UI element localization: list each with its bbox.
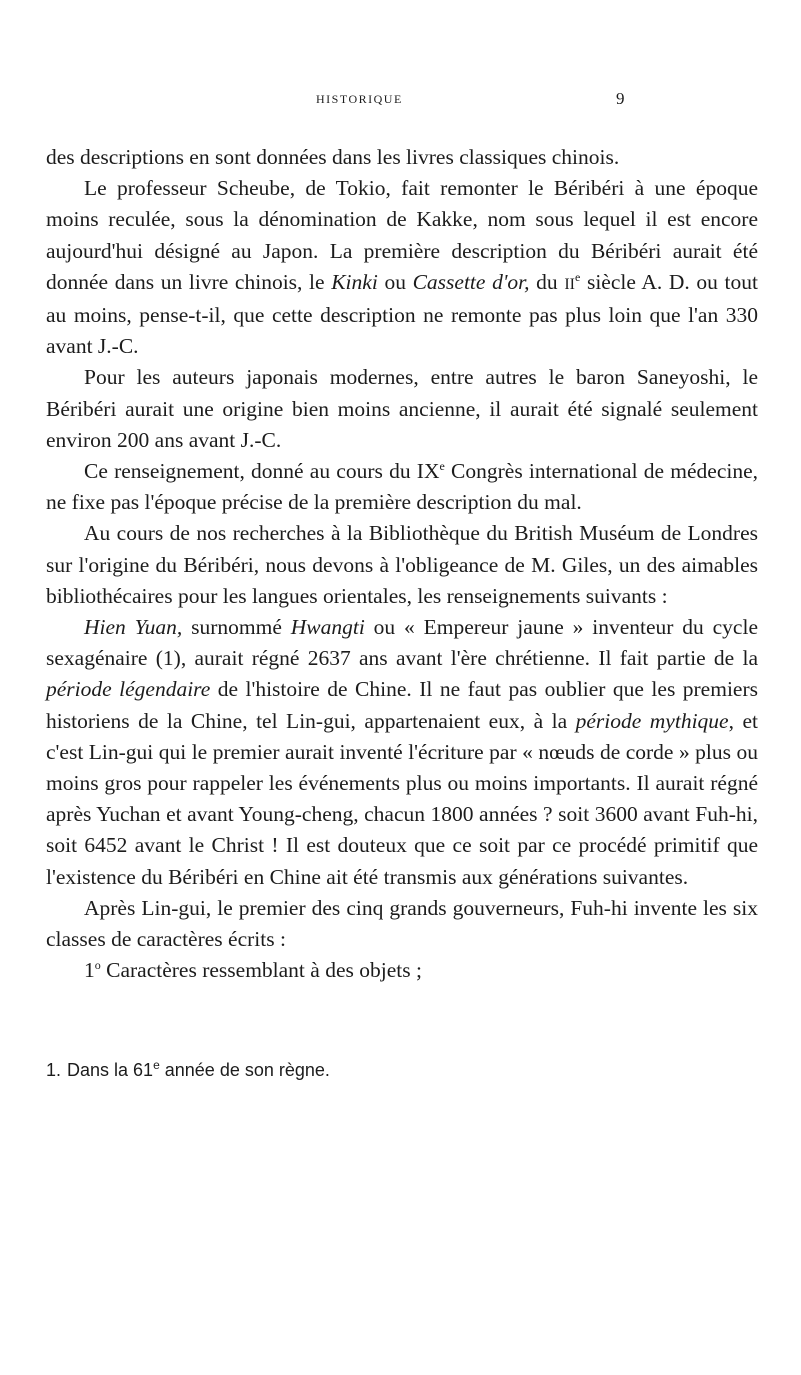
term-periode-mythique: période mythique: [575, 708, 729, 733]
paragraph-1-text: des descriptions en sont données dans les livres classiques chinois.: [46, 145, 620, 169]
footnote-text-a: Dans la 61: [67, 1060, 154, 1080]
paragraph-4-text-b: Congrès international de médecine, ne fixe pas l'époque précise de la première description du mal.: [46, 459, 758, 515]
name-hien-yuan: Hien Yuan,: [84, 615, 183, 640]
book-title-cassette: Cassette d'or,: [412, 269, 530, 294]
paragraph-3: [46, 362, 758, 456]
footnote-number: 1.: [46, 1060, 62, 1080]
running-title: HISTORIQUE: [316, 92, 403, 106]
century-numeral: II: [564, 275, 575, 293]
list-number-suffix: o: [94, 958, 101, 973]
footnote-text-b: année de son règne.: [159, 1060, 330, 1080]
paragraph-8: [46, 955, 758, 986]
paragraph-4-text-a: Ce renseignement, donné au cours du IX: [84, 459, 440, 484]
paragraph-2: [46, 173, 758, 362]
ordinal-suffix: e: [439, 458, 445, 473]
paragraph-3-text: Pour les auteurs japonais modernes, entre autres le baron Saneyoshi, le Béribéri aurait une origine bien moins ancienne, il aurait été signalé seulement environ 200 ans avant J.-C.: [46, 365, 758, 452]
running-head: [316, 90, 636, 112]
paragraph-4: [46, 456, 758, 518]
paragraph-6-text-b: ou « Empereur jaune » inventeur du cycle sexagénaire (1), aurait régné 2637 ans avant l'ère chrétienne. Il fait partie de la: [46, 615, 758, 671]
paragraph-5: [46, 518, 758, 612]
book-title-kinki: Kinki: [331, 269, 378, 294]
paragraph-2-text-b: ou: [377, 269, 413, 294]
paragraph-2-text-c: du: [529, 269, 565, 294]
page-number: 9: [616, 89, 626, 108]
footnote-ordinal-suffix: e: [153, 1058, 160, 1072]
paragraph-8-text: Caractères ressemblant à des objets ;: [100, 958, 422, 983]
paragraph-7-text: Après Lin-gui, le premier des cinq grands gouverneurs, Fuh-hi invente les six classes de caractères écrits :: [46, 895, 758, 952]
paragraph-6: [46, 612, 758, 893]
century-suffix: e: [574, 269, 581, 284]
paragraph-1: [46, 142, 758, 173]
paragraph-7: [46, 893, 758, 955]
paragraph-2-text-d: siècle A. D. ou tout au moins, pense-t-il, que cette description ne remonte pas plus loin que l'an 330 avant J.-C.: [46, 269, 758, 359]
footnote: [46, 1057, 758, 1083]
term-periode-legendaire: période légendaire: [46, 677, 211, 702]
name-hwangti: Hwangti: [290, 615, 365, 640]
paragraph-2-text-a: Le professeur Scheube, de Tokio, fait remonter le Béribéri à une époque moins reculée, sous la dénomination de Kakke, nom sous lequel il est encore aujourd'hui désigné au Japon. La première description du Béribéri aurait été donnée dans un livre chinois, le: [46, 176, 758, 294]
paragraph-6-text-d: , et c'est Lin-gui qui le premier aurait inventé l'écriture par « nœuds de corde » plus ou moins gros pour rappeler les événements plus ou moins importants. Il aurait régné après Yuchan et avant Young-cheng, chacun 1800 années ? soit 3600 avant Fuh-hi, soit 6452 avant le Christ ! Il est douteux que ce soit par ce procédé primitif que l'existence du Béribéri en Chine ait été transmis aux générations suivantes.: [46, 708, 758, 889]
list-number: 1: [84, 958, 95, 983]
paragraph-6-text-c: de l'histoire de Chine. Il ne faut pas oublier que les premiers historiens de la Chine, tel Lin-gui, appartenaient eux, à la: [46, 677, 758, 733]
paragraph-5-text: Au cours de nos recherches à la Bibliothèque du British Muséum de Londres sur l'origine du Béribéri, nous devons à l'obligeance de M. Giles, un des aimables bibliothécaires pour les langues orientales, les renseignements suivants :: [46, 521, 758, 608]
paragraph-6-text-a: surnommé: [182, 615, 291, 640]
body-text: [46, 142, 758, 986]
